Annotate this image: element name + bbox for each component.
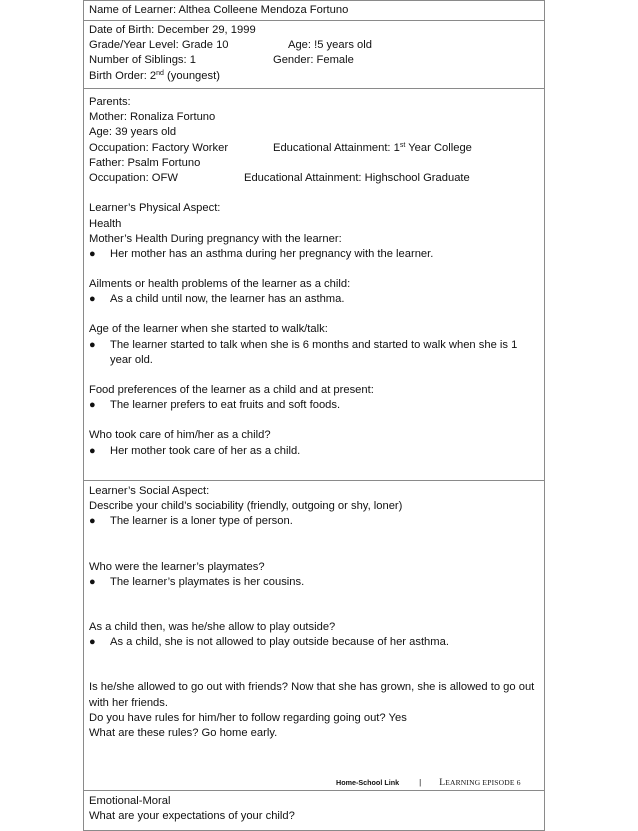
physical-question-5: Who took care of him/her as a child?: [89, 429, 271, 442]
social-question-1: Describe your child’s sociability (friendly, outgoing or shy, loner): [89, 500, 403, 513]
emotional-moral-section: [83, 791, 545, 831]
gender: Gender: Female: [273, 54, 354, 67]
health-label: Health: [89, 217, 122, 230]
learner-name: Name of Learner: Althea Colleene Mendoza Fortuno: [89, 4, 349, 16]
list-item: ● The learner’s playmates is her cousins.: [89, 575, 539, 590]
bullet-icon: ●: [89, 247, 96, 260]
list-item: ● Her mother has an asthma during her pregnancy with the learner.: [89, 247, 539, 262]
father-occupation: Occupation: OFW: [89, 171, 178, 184]
number-of-siblings: Number of Siblings: 1: [89, 54, 196, 67]
father-education: Educational Attainment: Highschool Graduate: [244, 171, 470, 184]
footer-episode: LEARNING EPISODE 6: [439, 778, 521, 788]
social-question-4: Is he/she allowed to go out with friends? Now that she has grown, she is allowed to go out with her friends.: [89, 681, 535, 709]
social-section: [83, 480, 545, 791]
bullet-icon: ●: [89, 293, 96, 306]
social-question-2: Who were the learner’s playmates?: [89, 560, 265, 573]
footer-link-text: Home-School Link: [336, 778, 400, 787]
birth-order: Birth Order: 2nd (youngest): [89, 69, 220, 82]
mother-name: Mother: Ronaliza Fortuno: [89, 111, 216, 124]
bullet-icon: ●: [89, 515, 96, 528]
social-question-5: Do you have rules for him/her to follow regarding going out? Yes: [89, 711, 407, 724]
grade-level: Grade/Year Level: Grade 10: [89, 39, 229, 52]
physical-question-2: Ailments or health problems of the learner as a child:: [89, 278, 351, 291]
father-name: Father: Psalm Fortuno: [89, 156, 201, 169]
parents-physical-section: [83, 88, 545, 481]
social-question-3: As a child then, was he/she allow to play outside?: [89, 620, 336, 633]
footer-separator: |: [419, 778, 422, 787]
mother-age: Age: 39 years old: [89, 126, 177, 139]
date-of-birth: Date of Birth: December 29, 1999: [89, 24, 256, 36]
social-heading: Learner’s Social Aspect:: [89, 485, 210, 497]
personal-info-section: [83, 20, 545, 89]
physical-question-3: Age of the learner when she started to walk/talk:: [89, 323, 328, 336]
physical-question-4: Food preferences of the learner as a child and at present:: [89, 384, 374, 397]
emotional-heading: Emotional-Moral: [89, 795, 171, 807]
parents-heading: Parents:: [89, 96, 131, 108]
physical-question-1: Mother’s Health During pregnancy with the learner:: [89, 232, 342, 245]
list-item: ● As a child, she is not allowed to play outside because of her asthma.: [89, 635, 539, 650]
name-section: [83, 0, 545, 21]
bullet-icon: ●: [89, 575, 96, 588]
emotional-question-1: What are your expectations of your child?: [89, 810, 295, 823]
bullet-icon: ●: [89, 444, 96, 457]
age: Age: !5 years old: [288, 39, 372, 52]
bullet-icon: ●: [89, 399, 96, 412]
list-item: ● Her mother took care of her as a child.: [89, 444, 539, 459]
page-footer: [336, 778, 521, 788]
physical-heading: Learner’s Physical Aspect:: [89, 202, 221, 215]
bullet-icon: ●: [89, 636, 96, 649]
social-question-6: What are these rules? Go home early.: [89, 726, 278, 739]
list-item: ● The learner prefers to eat fruits and soft foods.: [89, 398, 539, 413]
mother-education: Educational Attainment: 1st Year College: [273, 141, 472, 154]
list-item: ● The learner started to talk when she is 6 months and started to walk when she is 1 year old.: [89, 338, 518, 366]
mother-occupation: Occupation: Factory Worker: [89, 141, 229, 154]
list-item: ● The learner is a loner type of person.: [89, 514, 539, 529]
bullet-icon: ●: [89, 338, 96, 351]
list-item: ● As a child until now, the learner has an asthma.: [89, 292, 539, 307]
